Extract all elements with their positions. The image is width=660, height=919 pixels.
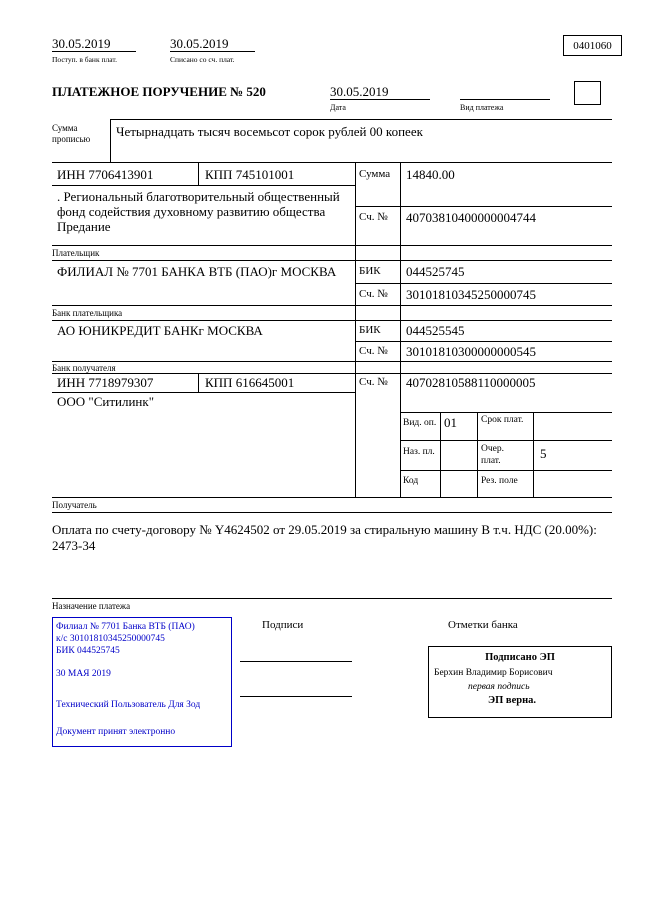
table-border (440, 412, 441, 497)
received-in-bank-label: Поступ. в банк плат. (52, 55, 117, 64)
stamp-operator: Технический Пользователь Для Зод (56, 700, 201, 710)
stamp-status: Документ принят электронно (56, 727, 176, 737)
esign-signer-name: Берхин Владимир Борисович (434, 668, 553, 678)
table-border (52, 497, 612, 498)
table-border (355, 206, 612, 207)
signatures-label: Подписи (262, 619, 304, 631)
payee-section-label: Получатель (52, 500, 97, 510)
table-border (400, 470, 612, 471)
amount-words-label: Сумма прописью (52, 123, 91, 144)
reserve-field-label: Рез. поле (481, 476, 518, 486)
amount-value: 14840.00 (406, 167, 455, 182)
table-border (400, 440, 612, 441)
amount-words-value: Четырнадцать тысяч восемьсот сорок рублей 00 копеек (116, 124, 423, 139)
priority-label: Очер. плат. (481, 444, 504, 466)
payment-kind-label: Вид платежа (460, 103, 504, 112)
form-code: 0401060 (573, 40, 612, 52)
table-border (52, 361, 612, 362)
table-border (355, 163, 356, 497)
received-date-underline (52, 51, 136, 52)
payee-bank-bik-label: БИК (359, 324, 381, 336)
table-border (52, 185, 355, 186)
signature-line-2 (240, 696, 352, 697)
payer-name: . Региональный благотворительный общественный фонд содействия духовному развитию общества Предание (57, 189, 340, 234)
table-border (400, 163, 401, 497)
received-in-bank-date: 30.05.2019 (52, 36, 111, 51)
table-border (52, 260, 612, 261)
payer-bank-name: ФИЛИАЛ № 7701 БАНКА ВТБ (ПАО)г МОСКВА (57, 264, 337, 279)
payee-account: 40702810588110000005 (406, 375, 536, 390)
table-border (52, 320, 612, 321)
table-border (52, 598, 612, 599)
payer-account: 40703810400000004744 (406, 210, 536, 225)
payer-bank-bik: 044525745 (406, 264, 465, 279)
code-label: Код (403, 476, 419, 486)
payer-section-label: Плательщик (52, 248, 100, 258)
stamp-date: 30 МАЯ 2019 (56, 669, 111, 679)
payer-bank-bik-label: БИК (359, 265, 381, 277)
payee-bank-account-label: Сч. № (359, 345, 388, 357)
table-border (198, 163, 199, 185)
stamp-bik: БИК 044525745 (56, 646, 120, 656)
table-border (52, 392, 355, 393)
bank-marks-label: Отметки банка (448, 619, 518, 631)
amount-label: Сумма (359, 168, 391, 180)
table-border (52, 162, 612, 163)
table-border (110, 119, 612, 120)
payee-kpp: КПП 616645001 (205, 375, 295, 390)
payee-name: ООО "Ситилинк" (57, 394, 155, 409)
esign-verdict: ЭП верна. (488, 695, 537, 706)
payment-kind-underline (460, 99, 550, 100)
payer-bank-account: 30101810345250000745 (406, 287, 536, 302)
table-border (533, 412, 534, 497)
table-border (198, 373, 199, 392)
operation-kind-label: Вид. оп. (403, 418, 437, 428)
payment-purpose-label: Назначение платежа (52, 601, 131, 611)
payee-account-label: Сч. № (359, 376, 388, 388)
payee-bank-bik: 044525545 (406, 323, 465, 338)
stamp-corr-account: к/с 30101810345250000745 (56, 634, 165, 644)
payer-bank-account-label: Сч. № (359, 288, 388, 300)
payee-bank-account: 30101810300000000545 (406, 344, 536, 359)
payer-account-label: Сч. № (359, 211, 388, 223)
payment-kind-box (574, 81, 601, 105)
document-date-underline (330, 99, 430, 100)
written-off-date: 30.05.2019 (170, 36, 229, 51)
esign-note: первая подпись (468, 682, 530, 692)
purpose-code-label: Наз. пл. (403, 447, 435, 457)
payer-inn: ИНН 7706413901 (57, 167, 154, 182)
payee-inn: ИНН 7718979307 (57, 375, 154, 390)
table-border (52, 305, 612, 306)
written-off-label: Списано со сч. плат. (170, 55, 235, 64)
form-code-box (563, 35, 622, 56)
table-border (400, 412, 612, 413)
payer-bank-section-label: Банк плательщика (52, 308, 123, 318)
document-title: ПЛАТЕЖНОЕ ПОРУЧЕНИЕ № 520 (52, 84, 266, 99)
payment-purpose-text: Оплата по счету-договору № Y4624502 от 29.05.2019 за стиральную машину В т.ч. НДС (20.00%): 2473-34 (52, 522, 597, 553)
table-border (52, 245, 612, 246)
document-date: 30.05.2019 (330, 84, 389, 99)
payee-bank-name: АО ЮНИКРЕДИТ БАНКг МОСКВА (57, 323, 263, 338)
table-border (355, 283, 612, 284)
date-label: Дата (330, 103, 346, 112)
signature-line-1 (240, 661, 352, 662)
table-border (477, 412, 478, 497)
table-border (52, 373, 612, 374)
payment-term-label: Срок плат. (481, 415, 524, 425)
payer-kpp: КПП 745101001 (205, 167, 295, 182)
table-border (110, 119, 111, 163)
table-border (355, 341, 612, 342)
priority-value: 5 (540, 446, 547, 461)
table-border (52, 512, 612, 513)
stamp-bank-name: Филиал № 7701 Банка ВТБ (ПАО) (56, 622, 195, 632)
esign-title: Подписано ЭП (485, 652, 555, 663)
written-off-date-underline (170, 51, 255, 52)
operation-kind-value: 01 (444, 415, 457, 430)
payee-bank-section-label: Банк получателя (52, 363, 116, 373)
